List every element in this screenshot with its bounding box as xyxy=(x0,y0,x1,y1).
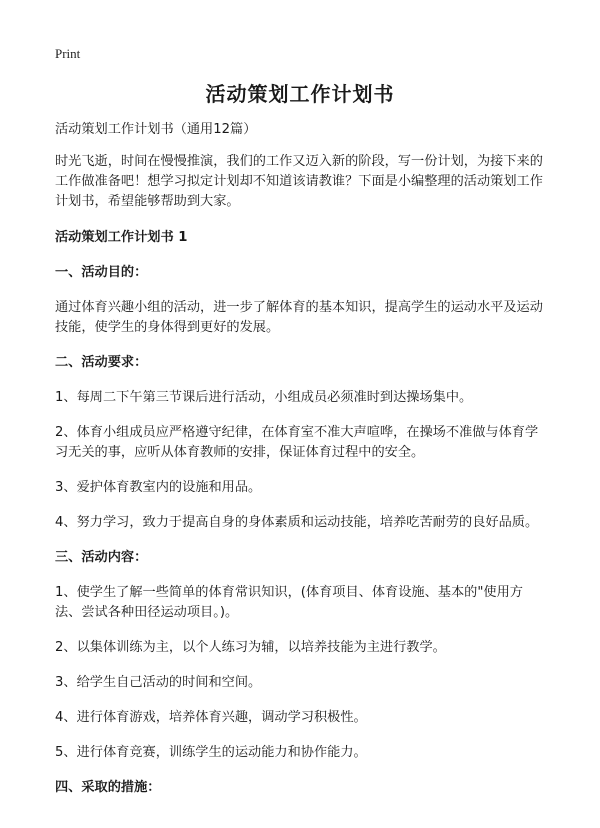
list-item: 2、体育小组成员应严格遵守纪律，在体育室不准大声喧哗，在操场不准做与体育学习无关的事，应听从体育教师的安排，保证体育过程中的安全。 xyxy=(55,425,539,460)
article-body xyxy=(55,120,547,813)
list-item: 1、使学生了解一些简单的体育常识知识，(体育项目、体育设施、基本的"使用方法、尝试各种田径运动项目。)。 xyxy=(55,585,523,620)
list-item: 4、进行体育游戏，培养体育兴趣，调动学习积极性。 xyxy=(55,710,367,725)
section-heading-measures: 四、采取的措施： xyxy=(55,780,161,795)
list-item: 5、进行体育竞赛，训练学生的运动能力和协作能力。 xyxy=(55,745,367,760)
intro-paragraph: 时光飞逝，时间在慢慢推演，我们的工作又迈入新的阶段，写一份计划，为接下来的工作做准备吧！想学习拟定计划却不知道该请教谁？下面是小编整理的活动策划工作计划书，希望能够帮助到大家。 xyxy=(55,154,543,209)
print-link[interactable]: Print xyxy=(55,46,81,61)
list-item: 3、爱护体育教室内的设施和用品。 xyxy=(55,480,262,495)
list-item: 1、每周二下午第三节课后进行活动，小组成员必须准时到达操场集中。 xyxy=(55,390,473,405)
article-heading: 活动策划工作计划书 1 xyxy=(55,230,188,245)
list-item: 2、以集体训练为主，以个人练习为辅，以培养技能为主进行教学。 xyxy=(55,640,446,655)
paragraph: 通过体育兴趣小组的活动，进一步了解体育的基本知识，提高学生的运动水平及运动技能，使学生的身体得到更好的发展。 xyxy=(55,300,543,335)
article-subtitle: 活动策划工作计划书（通用12篇） xyxy=(55,122,257,137)
section-heading-requirements: 二、活动要求： xyxy=(55,355,148,370)
section-heading-purpose: 一、活动目的： xyxy=(55,265,148,280)
page-title: 活动策划工作计划书 xyxy=(205,82,395,106)
section-heading-content: 三、活动内容： xyxy=(55,550,148,565)
list-item: 4、努力学习，致力于提高自身的身体素质和运动技能，培养吃苦耐劳的良好品质。 xyxy=(55,515,539,530)
list-item: 3、给学生自己活动的时间和空间。 xyxy=(55,675,262,690)
